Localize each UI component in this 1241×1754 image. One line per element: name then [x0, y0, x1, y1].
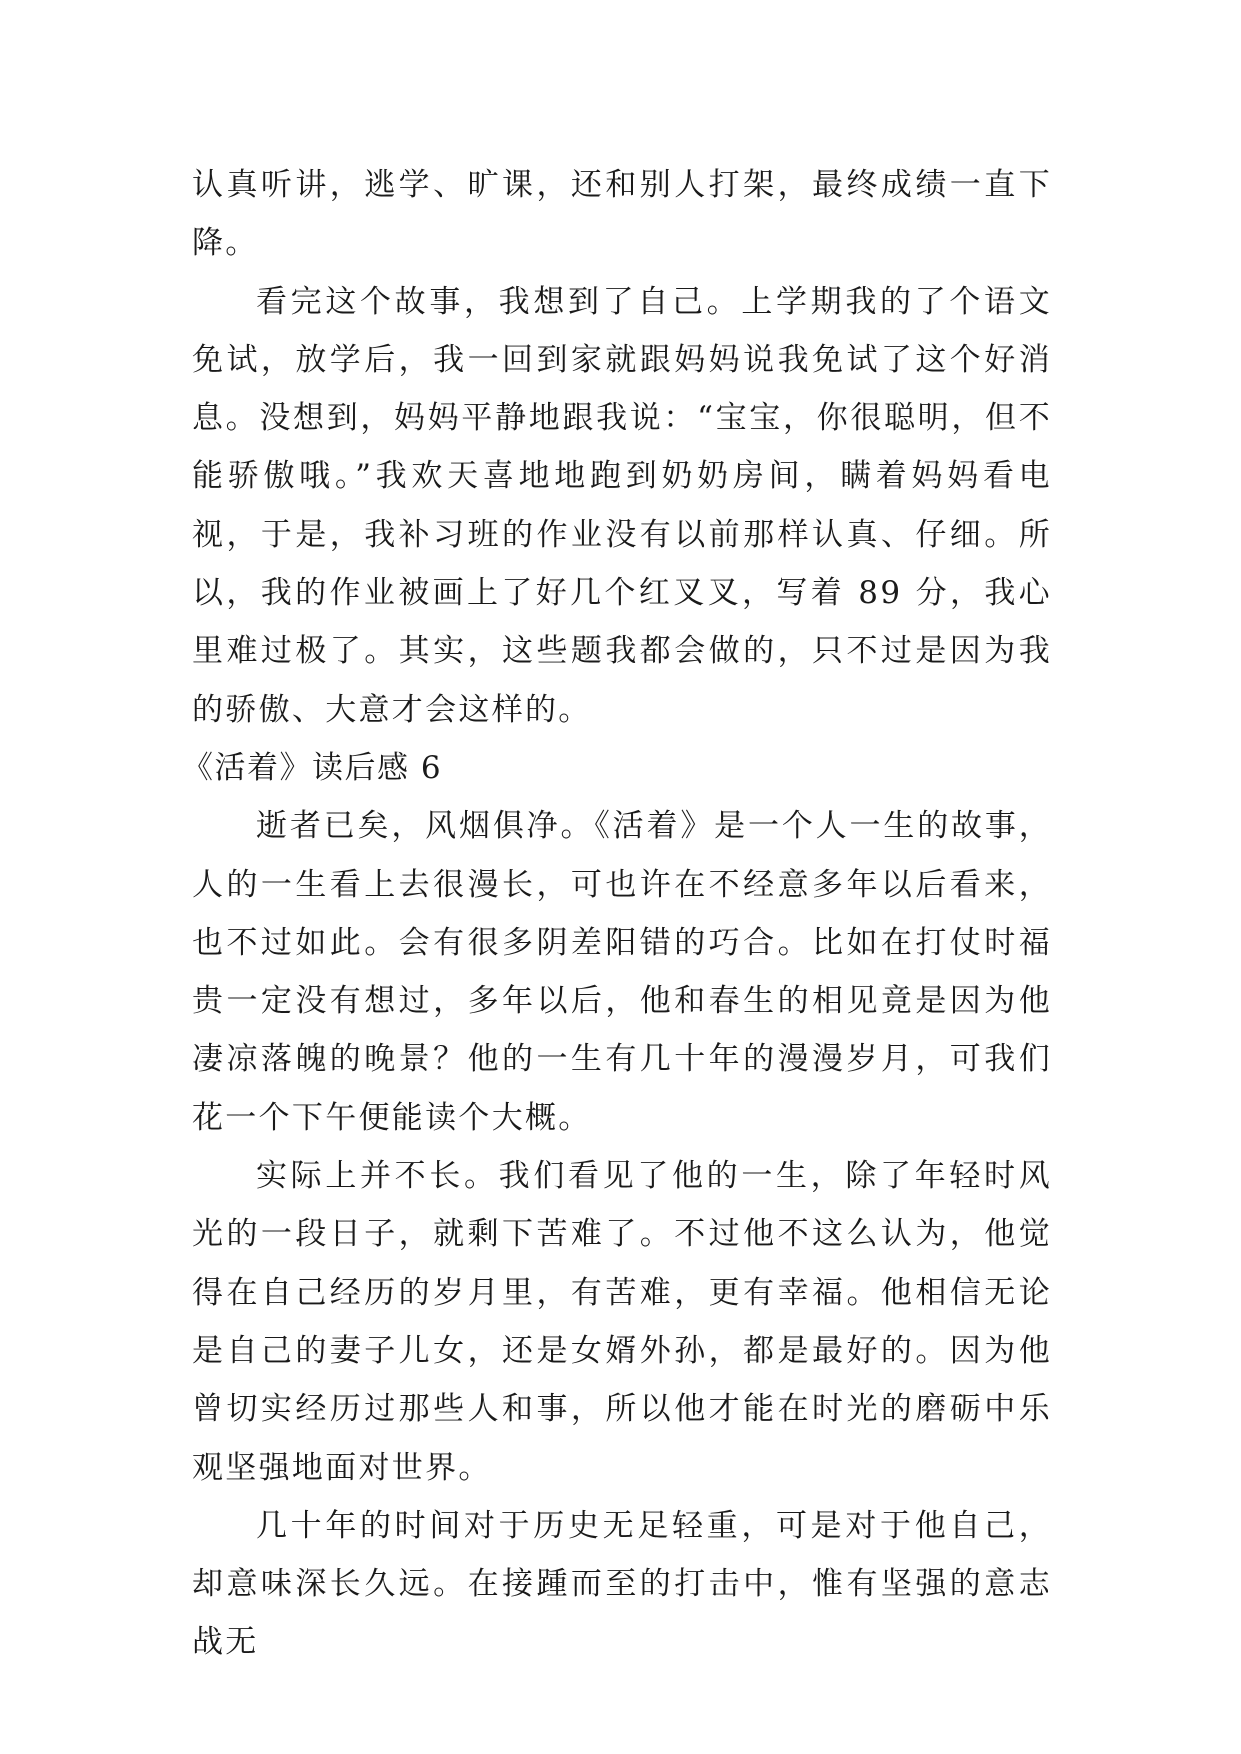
paragraph: 实际上并不长。我们看见了他的一生，除了年轻时风光的一段日子，就剩下苦难了。不过他不这么认为，他觉得在自己经历的岁月里，有苦难，更有幸福。他相信无论是自己的妻子儿女，还是女婿外孙，都是最好的。因为他曾切实经历过那些人和事，所以他才能在时光的磨砺中乐观坚强地面对世界。	[192, 1158, 1052, 1486]
section-title: 《活着》读后感 6	[182, 749, 443, 786]
paragraph: 几十年的时间对于历史无足轻重，可是对于他自己，却意味深长久远。在接踵而至的打击中，惟有坚强的意志战无	[192, 1507, 1052, 1661]
paragraph: 逝者已矣，风烟俱净。《活着》是一个人一生的故事，人的一生看上去很漫长，可也许在不经意多年以后看来，也不过如此。会有很多阴差阳错的巧合。比如在打仗时福贵一定没有想过，多年以后，他和春生的相见竟是因为他凄凉落魄的晚景？他的一生有几十年的漫漫岁月，可我们花一个下午便能读个大概。	[192, 808, 1052, 1136]
paragraph: 看完这个故事，我想到了自己。上学期我的了个语文免试，放学后，我一回到家就跟妈妈说我免试了这个好消息。没想到，妈妈平静地跟我说：“宝宝，你很聪明，但不能骄傲哦。”我欢天喜地地跑到奶奶房间，瞒着妈妈看电视，于是，我补习班的作业没有以前那样认真、仔细。所以，我的作业被画上了好几个红叉叉，写着 89 分，我心里难过极了。其实，这些题我都会做的，只不过是因为我的骄傲、大意才会这样的。	[192, 283, 1052, 728]
document-body	[182, 156, 1052, 1672]
paragraph: 认真听讲，逃学、旷课，还和别人打架，最终成绩一直下降。	[192, 167, 1052, 262]
